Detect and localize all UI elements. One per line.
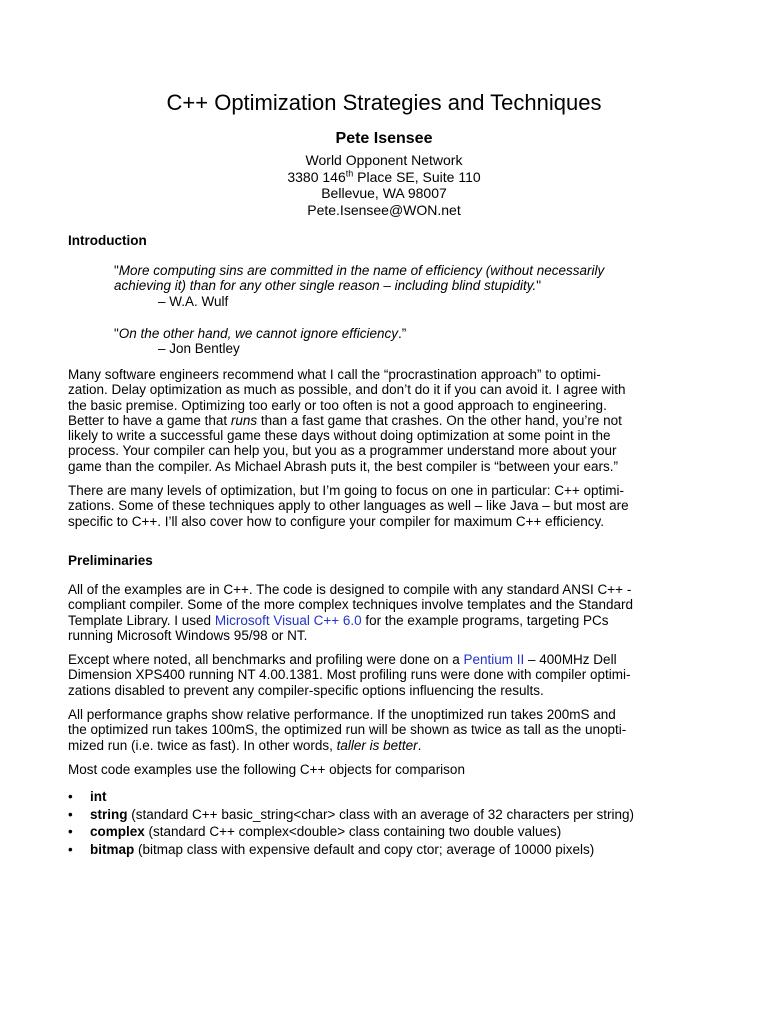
quote-wulf: "More computing sins are committed in the name of efficiency (without necessarily achieving it) than for any other single reason – including blind stupidity." – W.A. Wulf — [114, 263, 704, 309]
prelim-paragraph-3: All performance graphs show relative performance. If the unoptimized run takes 200mS and the optimized run takes 100mS, the optimized run will be shown as twice as tall as the unopti- mized run (i.e. twice as fast). In other words, taller is better. — [68, 707, 627, 753]
prelim-paragraph-1: All of the examples are in C++. The code is designed to compile with any standard ANSI C++ - compliant compiler. Some of the more complex techniques involve templates and the Standard Template Library. I used Microsoft Visual C++ 6.0 for the example programs, targeting PCs running Microsoft Windows 95/98 or NT. — [68, 582, 634, 643]
bullet-icon: • — [68, 789, 73, 804]
bullet-icon: • — [68, 841, 73, 857]
quote-attribution: – Jon Bentley — [158, 341, 240, 357]
quote-bentley: "On the other hand, we cannot ignore efficiency.” – Jon Bentley — [114, 326, 704, 357]
link-pentium-ii[interactable]: Pentium II — [463, 652, 525, 667]
prelim-paragraph-4: Most code examples use the following C++ objects for comparison — [68, 762, 465, 777]
street-address: 3380 146th Place SE, Suite 110 — [287, 167, 481, 185]
section-heading-preliminaries: Preliminaries — [68, 553, 153, 568]
bullet-icon: • — [68, 806, 73, 822]
link-visual-cpp[interactable]: Microsoft Visual C++ 6.0 — [214, 612, 362, 628]
intro-paragraph-2: There are many levels of optimization, but I’m going to focus on one in particular: C++ optimi- zations. Some of these techniques apply to other languages as well – like Java – but most are specific to C++. I’ll also cover how to configure your compiler for maximum C++ efficiency. — [68, 483, 629, 529]
organization: World Opponent Network — [305, 152, 463, 168]
quote-attribution: – W.A. Wulf — [158, 293, 229, 309]
list-item: • string (standard C++ basic_string<char> class with an average of 32 characters per string) — [68, 806, 635, 822]
list-item: • bitmap (bitmap class with expensive default and copy ctor; average of 10000 pixels) — [68, 841, 595, 857]
author-email: Pete.Isensee@WON.net — [307, 201, 461, 218]
object-list — [68, 788, 708, 858]
list-item: • int — [68, 789, 107, 804]
paper-title: C++ Optimization Strategies and Techniques — [166, 90, 602, 115]
intro-paragraph-1: Many software engineers recommend what I call the “procrastination approach” to optimi- zation. Delay optimization as much as possible, and don’t do it if you can avoid it. I agree with the basic premise. Optimizing too early or too often is not a good approach to engineering. Better to have a game that runs than a fast game that crashes. On the other hand, you’re not likely to write a successful game these days without doing optimization at some point in the process. Your compiler can help you, but you as a programmer understand more about your game than the compiler. As Michael Abrash puts it, the best compiler is “between your ears.” — [68, 367, 626, 474]
bullet-icon: • — [68, 824, 73, 840]
section-heading-introduction: Introduction — [68, 233, 147, 248]
author-affiliation — [0, 152, 768, 218]
city-state-zip: Bellevue, WA 98007 — [321, 185, 447, 201]
list-item: • complex (standard C++ complex<double> class containing two double values) — [68, 824, 562, 840]
author-name: Pete Isensee — [335, 130, 433, 147]
prelim-paragraph-2: Except where noted, all benchmarks and profiling were done on a Pentium II – 400MHz Dell Dimension XPS400 running NT 4.00.1381. Most profiling runs were done with compiler optimi- zations disabled to prevent any compiler-specific options influencing the results. — [68, 652, 631, 698]
